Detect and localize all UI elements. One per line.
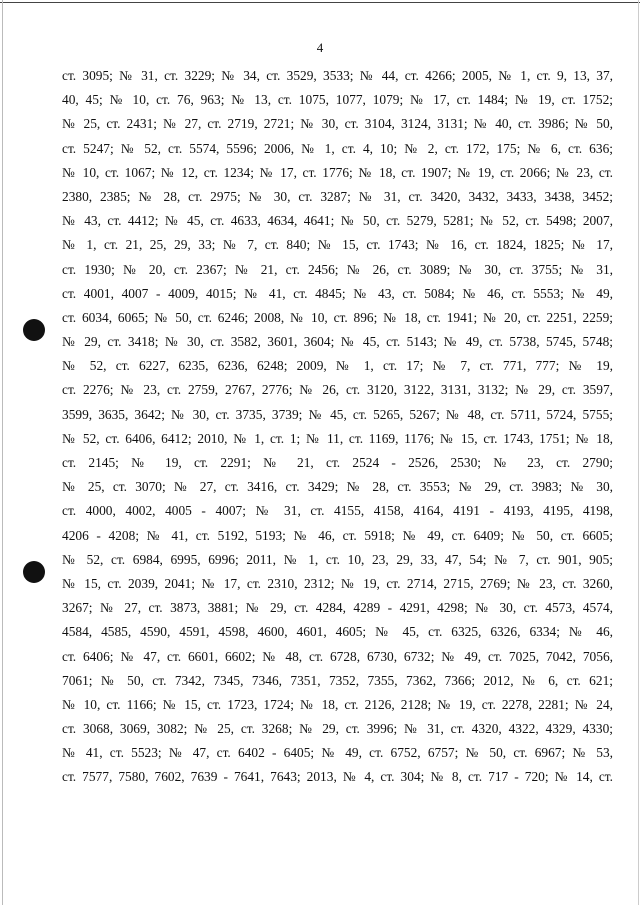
text-line: № 15, ст. 2039, 2041; № 17, ст. 2310, 2312; № 19, ст. 2714, 2715, 2769; № 23, ст. 3260,: [62, 575, 613, 591]
left-edge-rule: [2, 0, 3, 905]
text-line: ст. 3095; № 31, ст. 3229; № 34, ст. 3529, 3533; № 44, ст. 4266; 2005, № 1, ст. 9, 13, 37,: [62, 68, 613, 83]
text-line: ст. 6034, 6065; № 50, ст. 6246; 2008, № 10, ст. 896; № 18, ст. 1941; № 20, ст. 2251, 2259;: [62, 309, 613, 325]
text-line: 3267; № 27, ст. 3873, 3881; № 29, ст. 4284, 4289 - 4291, 4298; № 30, ст. 4573, 4574,: [62, 600, 613, 616]
text-line: 40, 45; № 10, ст. 76, 963; № 13, ст. 1075, 1077, 1079; № 17, ст. 1484; № 19, ст. 1752;: [62, 92, 613, 108]
text-line: № 43, ст. 4412; № 45, ст. 4633, 4634, 4641; № 50, ст. 5279, 5281; № 52, ст. 5498; 2007,: [62, 213, 613, 229]
text-line: 3599, 3635, 3642; № 30, ст. 3735, 3739; № 45, ст. 5265, 5267; № 48, ст. 5711, 5724, 5755;: [62, 406, 613, 422]
body-text: [62, 64, 613, 790]
text-line: № 10, ст. 1166; № 15, ст. 1723, 1724; № 18, ст. 2126, 2128; № 19, ст. 2278, 2281; № 24,: [62, 696, 613, 712]
text-line: № 10, ст. 1067; № 12, ст. 1234; № 17, ст. 1776; № 18, ст. 1907; № 19, ст. 2066; № 23, ст.: [62, 164, 613, 180]
text-line: 4206 - 4208; № 41, ст. 5192, 5193; № 46, ст. 5918; № 49, ст. 6409; № 50, ст. 6605;: [62, 527, 613, 543]
text-line: № 41, ст. 5523; № 47, ст. 6402 - 6405; № 49, ст. 6752, 6757; № 50, ст. 6967; № 53,: [62, 745, 613, 761]
text-line: № 52, ст. 6406, 6412; 2010, № 1, ст. 1; № 11, ст. 1169, 1176; № 15, ст. 1743, 1751; № 18,: [62, 430, 613, 446]
text-line: 4584, 4585, 4590, 4591, 4598, 4600, 4601, 4605; № 45, ст. 6325, 6326, 6334; № 46,: [62, 624, 613, 640]
text-line: ст. 4000, 4002, 4005 - 4007; № 31, ст. 4155, 4158, 4164, 4191 - 4193, 4195, 4198,: [62, 503, 613, 519]
text-line: ст. 2145; № 19, ст. 2291; № 21, ст. 2524 - 2526, 2530; № 23, ст. 2790;: [62, 455, 613, 470]
text-line: ст. 2276; № 23, ст. 2759, 2767, 2776; № 26, ст. 3120, 3122, 3131, 3132; № 29, ст. 3597,: [62, 382, 613, 398]
text-line: № 25, ст. 3070; № 27, ст. 3416, ст. 3429; № 28, ст. 3553; № 29, ст. 3983; № 30,: [62, 479, 613, 495]
text-line: ст. 1930; № 20, ст. 2367; № 21, ст. 2456; № 26, ст. 3089; № 30, ст. 3755; № 31,: [62, 261, 613, 277]
text-line: № 25, ст. 2431; № 27, ст. 2719, 2721; № 30, ст. 3104, 3124, 3131; № 40, ст. 3986; № 50,: [62, 116, 613, 132]
text-line: № 52, ст. 6984, 6995, 6996; 2011, № 1, ст. 10, 23, 29, 33, 47, 54; № 7, ст. 901, 905;: [62, 551, 613, 567]
text-line: ст. 3068, 3069, 3082; № 25, ст. 3268; № 29, ст. 3996; № 31, ст. 4320, 4322, 4329, 4330;: [62, 721, 613, 737]
text-line: № 52, ст. 6227, 6235, 6236, 6248; 2009, № 1, ст. 17; № 7, ст. 771, 777; № 19,: [62, 358, 613, 374]
text-line: 2380, 2385; № 28, ст. 2975; № 30, ст. 3287; № 31, ст. 3420, 3432, 3433, 3438, 3452;: [62, 188, 613, 204]
text-line: № 1, ст. 21, 25, 29, 33; № 7, ст. 840; № 15, ст. 1743; № 16, ст. 1824, 1825; № 17,: [62, 237, 613, 253]
text-line: ст. 5247; № 52, ст. 5574, 5596; 2006, № 1, ст. 4, 10; № 2, ст. 172, 175; № 6, ст. 636;: [62, 140, 613, 156]
top-edge-rule: [0, 2, 640, 3]
text-line: ст. 6406; № 47, ст. 6601, 6602; № 48, ст. 6728, 6730, 6732; № 49, ст. 7025, 7042, 7056,: [62, 648, 613, 664]
text-line: 7061; № 50, ст. 7342, 7345, 7346, 7351, 7352, 7355, 7362, 7366; 2012, № 6, ст. 621;: [62, 672, 613, 688]
punch-hole-mark: [23, 319, 45, 341]
text-line: № 29, ст. 3418; № 30, ст. 3582, 3601, 3604; № 45, ст. 5143; № 49, ст. 5738, 5745, 5748;: [62, 334, 613, 350]
right-edge-rule: [638, 0, 639, 905]
text-line: ст. 4001, 4007 - 4009, 4015; № 41, ст. 4845; № 43, ст. 5084; № 46, ст. 5553; № 49,: [62, 285, 613, 301]
text-line: ст. 7577, 7580, 7602, 7639 - 7641, 7643; 2013, № 4, ст. 304; № 8, ст. 717 - 720; № 14, ст.: [62, 769, 613, 785]
punch-hole-mark: [23, 561, 45, 583]
page-number: 4: [316, 40, 324, 55]
